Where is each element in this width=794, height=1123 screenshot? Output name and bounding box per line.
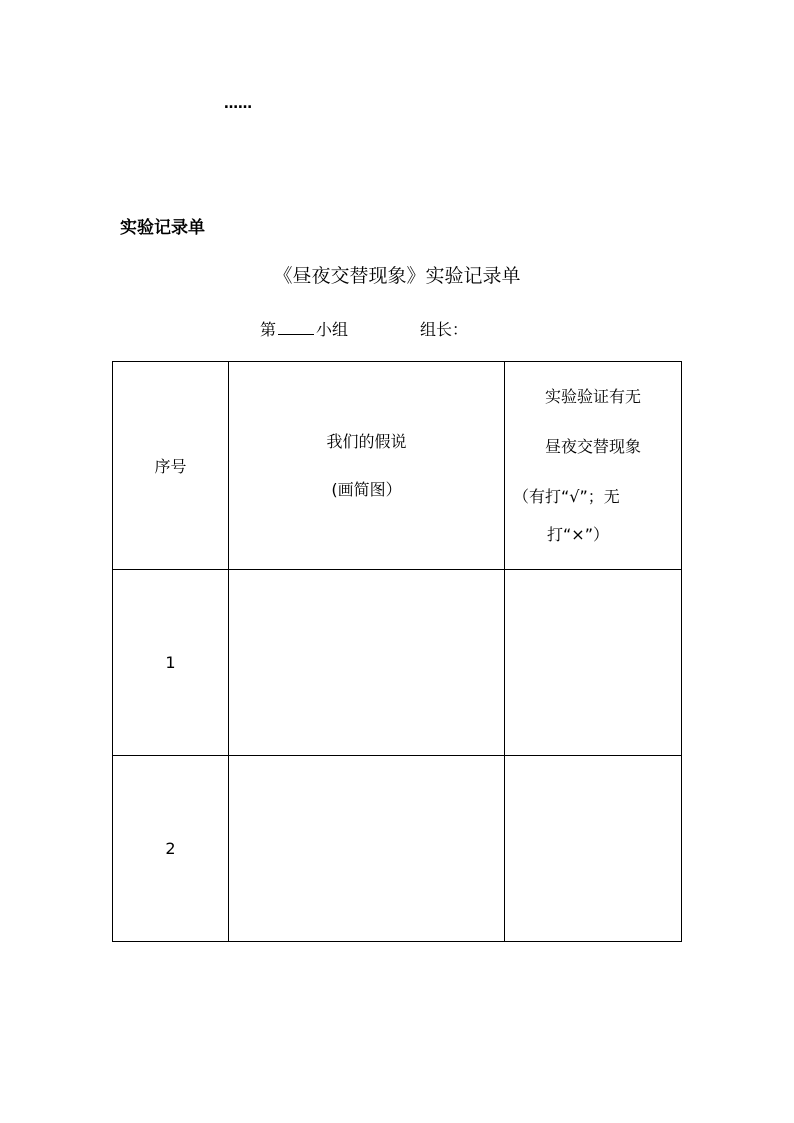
row-verification-cell[interactable] <box>505 570 682 756</box>
header-verification-line2: 昼夜交替现象 <box>544 436 641 456</box>
row-serial: 1 <box>113 570 229 756</box>
header-hypothesis <box>229 362 505 570</box>
header-verification-note-b: 打“×”） <box>547 525 609 545</box>
group-number-blank[interactable] <box>278 320 314 335</box>
header-hypothesis-note: (画简图） <box>331 479 402 499</box>
row-hypothesis-cell[interactable] <box>229 570 505 756</box>
header-serial-label: 序号 <box>154 457 187 476</box>
row-serial: 2 <box>113 756 229 942</box>
group-info-line <box>260 317 468 340</box>
header-serial <box>113 362 229 570</box>
group-leader-label: 组长： <box>420 320 469 339</box>
row-verification-cell[interactable] <box>505 756 682 942</box>
header-hypothesis-title: 我们的假说 <box>326 432 407 452</box>
record-table <box>112 361 682 942</box>
group-suffix: 小组 <box>316 320 349 339</box>
group-prefix: 第 <box>260 320 277 339</box>
table-header-row <box>113 362 682 570</box>
table-row <box>113 570 682 756</box>
ellipsis: …… <box>224 96 252 112</box>
header-verification <box>505 362 682 570</box>
document-title: 《昼夜交替现象》实验记录单 <box>273 265 521 287</box>
header-verification-line3 <box>505 487 681 544</box>
header-verification-note-a: （有打“√”；无 <box>513 487 620 506</box>
header-verification-line1: 实验验证有无 <box>544 386 641 406</box>
section-heading: 实验记录单 <box>120 218 205 238</box>
row-hypothesis-cell[interactable] <box>229 756 505 942</box>
table-row <box>113 756 682 942</box>
